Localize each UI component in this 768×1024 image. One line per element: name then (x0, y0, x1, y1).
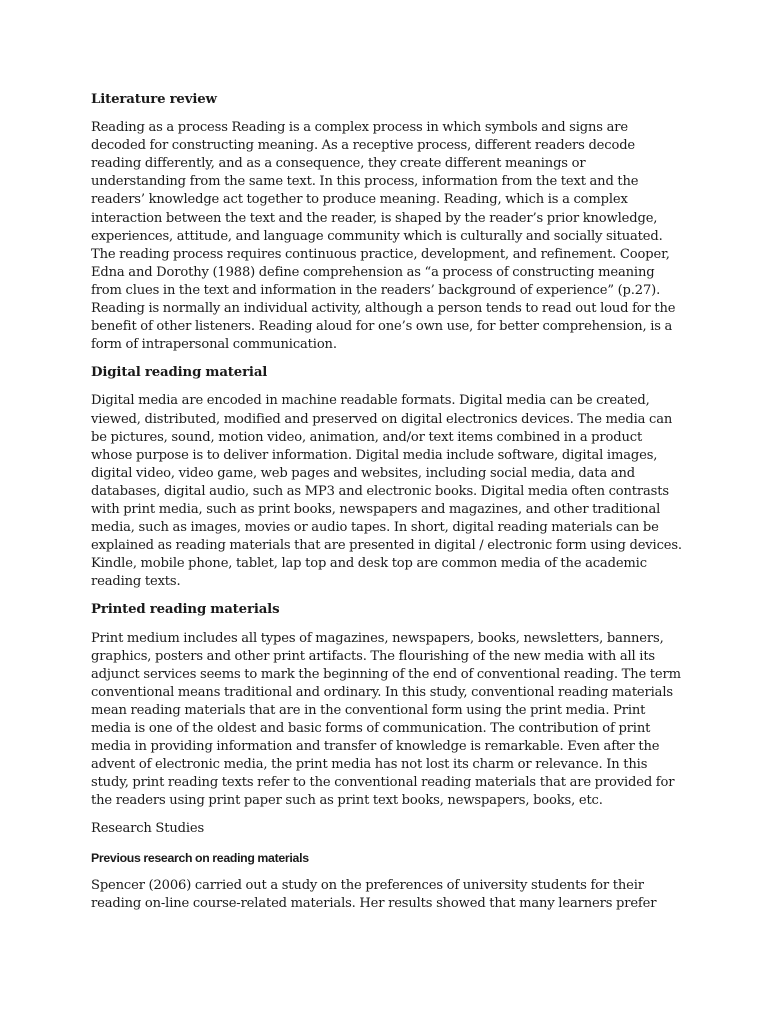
heading-printed-reading-materials: Printed reading materials (91, 602, 280, 618)
paragraph-literature-review: Reading as a process Reading is a complex process in which symbols and signs are decoded for constructing meaning. As a receptive process, different readers decode reading differently, and as a consequence, they create different meanings or understanding from the same text. In this process, information from the text and the readers’ knowledge act together to produce meaning. Reading, which is a complex interaction between the text and the reader, is shaped by the reader’s prior knowledge, experiences, attitude, and language community which is culturally and socially situated. The reading process requires continuous practice, development, and refinement. Cooper, Edna and Dorothy (1988) define comprehension as “a process of constructing meaning from clues in the text and information in the readers’ background of experience” (p.27). Reading is normally an individual activity, although a person tends to read out loud for the benefit of other listeners. Reading aloud for one’s own use, for better comprehension, is a form of intrapersonal communication. (91, 120, 676, 353)
paragraph-digital-reading-material: Digital media are encoded in machine readable formats. Digital media can be created, viewed, distributed, modified and preserved on digital electronics devices. The media can be pictures, sound, motion video, animation, and/or text items combined in a product whose purpose is to deliver information. Digital media include software, digital images, digital video, video game, web pages and websites, including social media, data and databases, digital audio, such as MP3 and electronic books. Digital media often contrasts with print media, such as print books, newspapers and magazines, and other traditional media, such as images, movies or audio tapes. In short, digital reading materials can be explained as reading materials that are presented in digital / electronic form using devices. Kindle, mobile phone, tablet, lap top and desk top are common media of the academic reading texts. (91, 393, 682, 590)
heading-literature-review: Literature review (91, 92, 217, 107)
document-content (91, 91, 683, 923)
paragraph-previous-research: Spencer (2006) carried out a study on the preferences of university students for their reading on-line course-related materials. Her results showed that many learners prefer (91, 877, 657, 911)
heading-digital-reading-material: Digital reading material (91, 365, 268, 381)
paragraph-printed-reading-materials: Print medium includes all types of magazines, newspapers, books, newsletters, banners, graphics, posters and other print artifacts. The flourishing of the new media with all its adjunct services seems to mark the beginning of the end of conventional reading. The term conventional means traditional and ordinary. In this study, conventional reading materials mean reading materials that are in the conventional form using the print media. Print media is one of the oldest and basic forms of communication. The contribution of print media in providing information and transfer of knowledge is remarkable. Even after the advent of electronic media, the print media has not lost its charm or relevance. In this study, print reading texts refer to the conventional reading materials that are provided for the readers using print paper such as print text books, newspapers, books, etc. (91, 630, 681, 809)
heading-research-studies: Research Studies (91, 821, 205, 837)
subheading-previous-research: Previous research on reading materials (91, 850, 309, 865)
